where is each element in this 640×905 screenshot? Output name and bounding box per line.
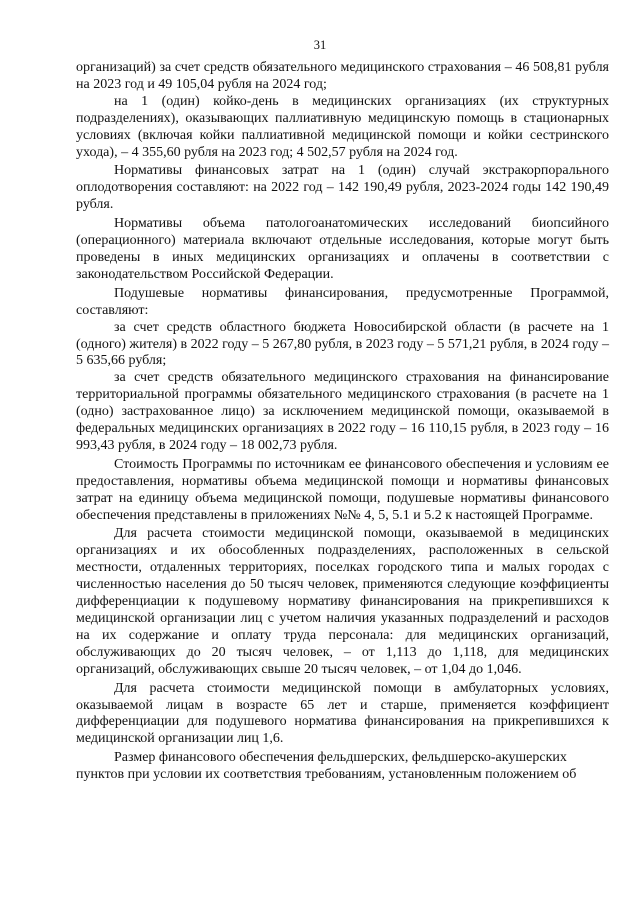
page-number: 31 [313, 38, 327, 52]
paragraph: Подушевые нормативы финансирования, предусмотренные Программой, составляют: [76, 285, 609, 318]
paragraph: Нормативы финансовых затрат на 1 (один) случай экстракорпорального оплодотворения составляют: на 2022 год – 142 190,49 рубля, 2023-2024 годы 142 190,49 рубля. [76, 163, 609, 213]
paragraph: за счет средств обязательного медицинского страхования на финансирование территориальной программы обязательного медицинского страхования (в расчете на 1 (одно) застрахованное лицо) за исключением медицинской помощи, оказываемой в федеральных медицинских организациях в 2022 году – 16 110,15 рубля, в 2023 году – 16 993,43 рубля, в 2024 году – 18 002,73 рубля. [76, 370, 609, 453]
document-body [76, 60, 609, 784]
paragraph: Для расчета стоимости медицинской помощи в амбулаторных условиях, оказываемой лицам в возрасте 65 лет и старше, применяется коэффициент дифференциации для подушевого норматива финансирования на прикрепившихся к медицинской организации лиц 1,6. [76, 680, 609, 747]
paragraph: за счет средств областного бюджета Новосибирской области (в расчете на 1 (одного) жителя) в 2022 году – 5 267,80 рубля, в 2023 году – 5 571,21 рубля, в 2024 году – 5 635,66 рубля; [76, 319, 609, 369]
paragraph: Для расчета стоимости медицинской помощи, оказываемой в медицинских организациях и их обособленных подразделениях, расположенных в сельской местности, отдаленных территориях, поселках городского типа и малых городах с численностью населения до 50 тысяч человек, применяются следующие коэффициенты дифференциации к подушевому нормативу финансирования на прикрепившихся к медицинской организации лиц с учетом наличия указанных подразделений и расходов на их содержание и оплату труда персонала: для медицинских организаций, обслуживающих до 20 тысяч человек, – от 1,113 до 1,118, для медицинских организаций, обслуживающих свыше 20 тысяч человек, – от 1,04 до 1,046. [76, 526, 609, 677]
paragraph: организаций) за счет средств обязательного медицинского страхования – 46 508,81 рубля на 2023 год и 49 105,04 рубля на 2024 год; [76, 60, 609, 92]
paragraph: Размер финансового обеспечения фельдшерских, фельдшерско-акушерских пунктов при условии их соответствия требованиям, установленным положением об [76, 750, 577, 783]
paragraph: Нормативы объема патологоанатомических исследований биопсийного (операционного) материала включают отдельные исследования, которые могут быть проведены в иных медицинских организациях и оплачены в соответствии с законодательством Российской Федерации. [76, 216, 609, 282]
paragraph: Стоимость Программы по источникам ее финансового обеспечения и условиям ее предоставления, нормативы объема медицинской помощи и нормативы финансовых затрат на единицу объема медицинской помощи, подушевые нормативы финансового обеспечения представлены в приложениях №№ 4, 5, 5.1 и 5.2 к настоящей Программе. [76, 456, 609, 523]
paragraph: на 1 (один) койко-день в медицинских организациях (их структурных подразделениях), оказывающих паллиативную медицинскую помощь в стационарных условиях (включая койки паллиативной медицинской помощи и койки сестринского ухода), – 4 355,60 рубля на 2023 год; 4 502,57 рубля на 2024 год. [76, 93, 609, 160]
